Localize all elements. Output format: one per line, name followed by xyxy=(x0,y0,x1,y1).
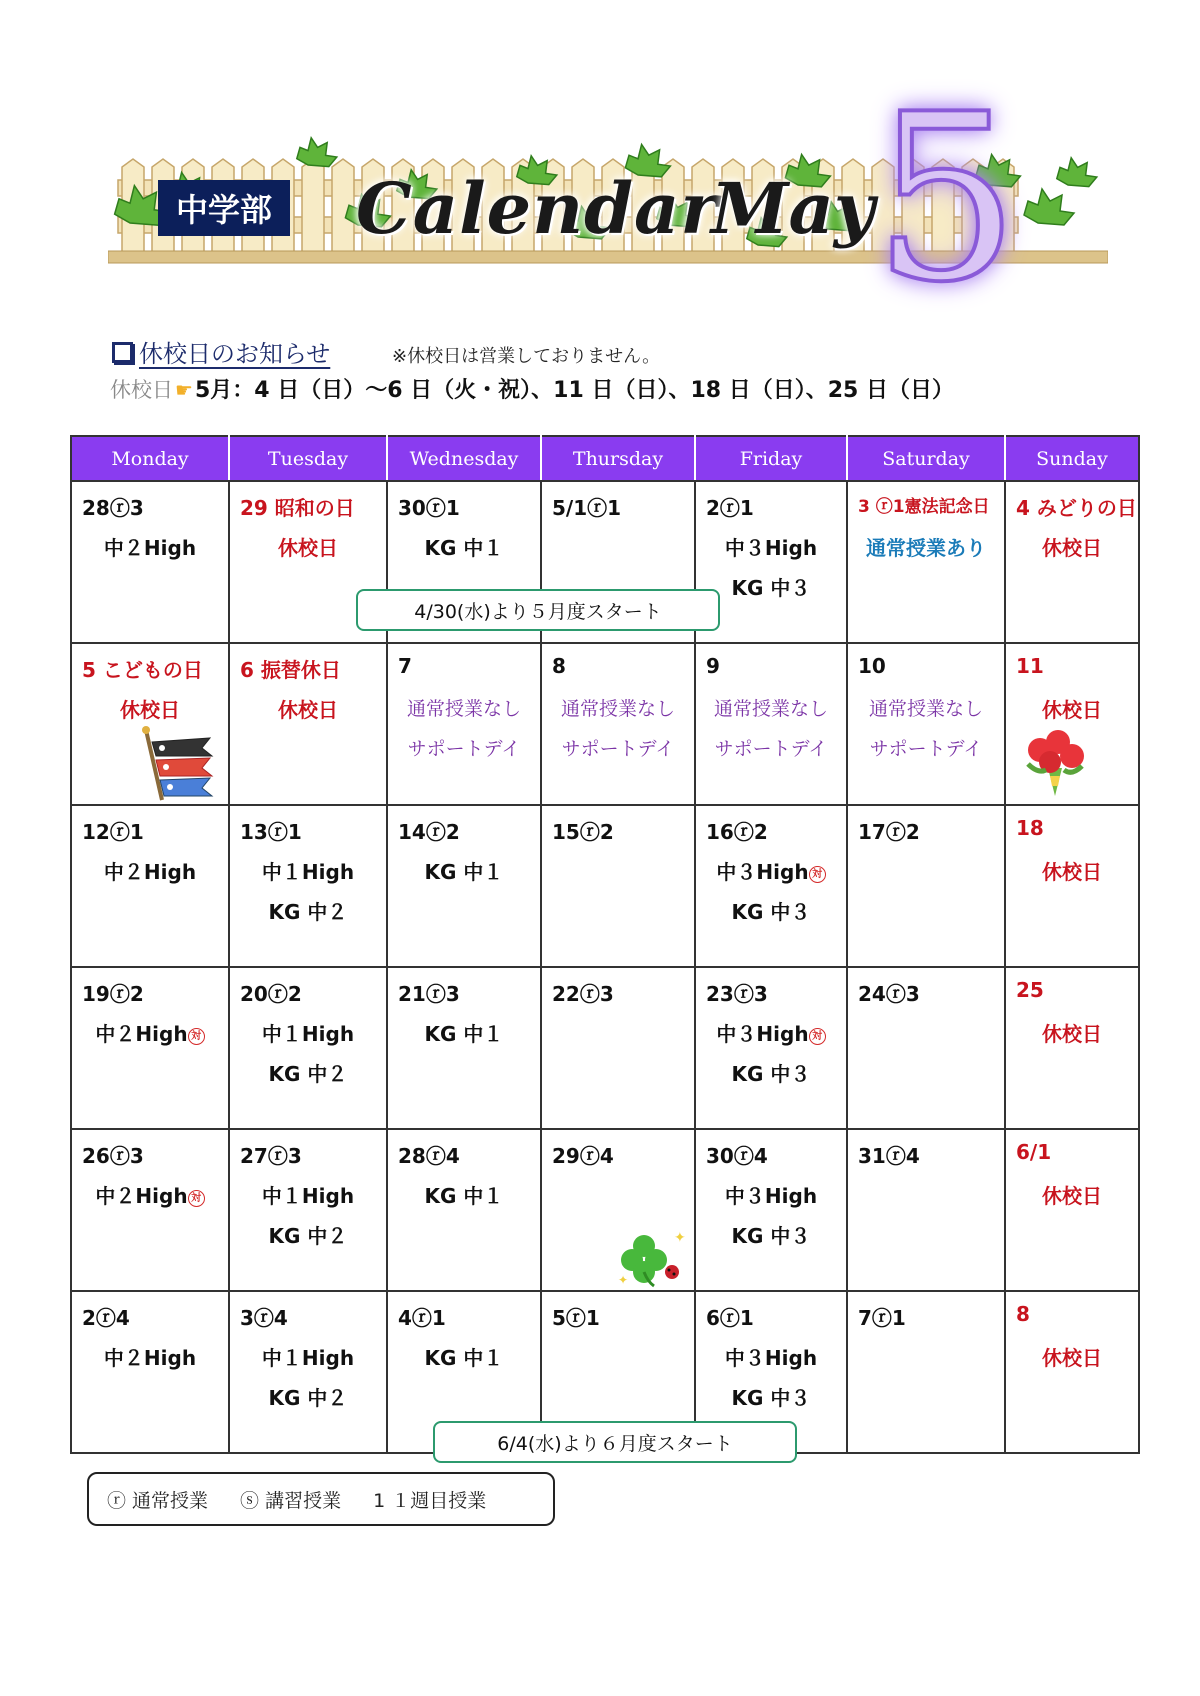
day-entry xyxy=(72,1342,228,1371)
june-start-callout: 6/4(水)より６月度スタート xyxy=(433,1421,797,1463)
day-entry xyxy=(1006,694,1138,723)
notice-title-text: 休校日のお知らせ xyxy=(139,340,331,368)
day-number: 13ⓡ1 xyxy=(240,820,302,844)
day-entry-text: 休校日 xyxy=(1042,1346,1102,1370)
calendar-day-cell xyxy=(71,1129,229,1291)
day-entry xyxy=(230,896,386,925)
calendar-day-cell xyxy=(229,805,387,967)
calendar-day-cell xyxy=(541,805,695,967)
day-number: 12ⓡ1 xyxy=(82,820,144,844)
day-entry xyxy=(848,694,1004,721)
legend-week1: 1 １週目授業 xyxy=(373,1489,487,1512)
calendar-banner xyxy=(108,66,1108,333)
day-entry xyxy=(230,1382,386,1411)
day-entry-text: KG 中２ xyxy=(268,1062,348,1086)
calendar-day-cell xyxy=(847,1129,1005,1291)
calendar-day-cell xyxy=(847,481,1005,643)
day-number: 28ⓡ3 xyxy=(82,496,144,520)
calendar-day-cell xyxy=(847,1291,1005,1453)
day-number: 17ⓡ2 xyxy=(858,820,920,844)
day-entry-text: 休校日 xyxy=(1042,860,1102,884)
day-entry xyxy=(230,1018,386,1047)
calendar-day-cell xyxy=(847,805,1005,967)
day-entry-text: 通常授業あり xyxy=(866,536,986,560)
day-entry xyxy=(848,532,1004,561)
day-entry xyxy=(230,856,386,885)
day-number: 6 振替休日 xyxy=(240,658,341,682)
day-entry xyxy=(388,1018,540,1047)
tai-mark-icon: 対 xyxy=(188,1190,205,1207)
day-number: 5 こどもの日 xyxy=(82,658,203,682)
calendar-day-cell xyxy=(71,1291,229,1453)
day-entry xyxy=(1006,1180,1138,1209)
day-entry xyxy=(388,1180,540,1209)
day-entry-text: KG 中２ xyxy=(268,1224,348,1248)
calendar-day-cell xyxy=(1005,643,1139,805)
banner-month-name: May xyxy=(711,167,875,250)
day-entry xyxy=(230,694,386,723)
day-entry xyxy=(1006,532,1138,561)
day-number: 3 ⓡ1憲法記念日 xyxy=(858,497,990,517)
day-number: 2ⓡ1 xyxy=(706,496,754,520)
weekday-header-sunday: Sunday xyxy=(1005,436,1139,481)
calendar-day-cell xyxy=(229,1291,387,1453)
day-entry-text: 中３High xyxy=(716,1022,809,1046)
day-entry xyxy=(230,1058,386,1087)
tai-mark-icon: 対 xyxy=(809,1028,826,1045)
svg-text:✦: ✦ xyxy=(618,1273,629,1287)
calendar-day-cell xyxy=(387,967,541,1129)
day-number: 29 昭和の日 xyxy=(240,496,355,520)
day-entry xyxy=(696,1220,846,1249)
day-entry xyxy=(230,532,386,561)
day-entry-text: KG 中１ xyxy=(424,860,504,884)
closure-dates: 5月：4 日（日）～6 日（火・祝）、11 日（日）、18 日（日）、25 日（日） xyxy=(194,378,955,403)
weekday-header-monday: Monday xyxy=(71,436,229,481)
day-entry xyxy=(72,1018,228,1047)
banner-month-number: 5 xyxy=(873,66,1020,333)
day-number: 6ⓡ1 xyxy=(706,1306,754,1330)
day-number: 26ⓡ3 xyxy=(82,1144,144,1168)
day-entry-text: KG 中３ xyxy=(731,1386,811,1410)
day-entry-text: KG 中２ xyxy=(268,1386,348,1410)
day-number: 28ⓡ4 xyxy=(398,1144,460,1168)
day-entry-text: KG 中３ xyxy=(731,1224,811,1248)
day-number: 11 xyxy=(1016,654,1044,678)
calendar-day-cell xyxy=(71,481,229,643)
day-entry-text: 中２High xyxy=(103,1346,197,1370)
calendar-week-row xyxy=(71,967,1139,1129)
calendar-day-cell xyxy=(695,643,847,805)
day-entry xyxy=(696,694,846,721)
day-entry-text: 休校日 xyxy=(1042,698,1102,722)
weekday-header-saturday: Saturday xyxy=(847,436,1005,481)
day-entry-text: KG 中３ xyxy=(731,576,811,600)
day-entry xyxy=(1006,856,1138,885)
day-number: 8 xyxy=(1016,1302,1030,1326)
day-entry-text: 中２High xyxy=(95,1022,188,1046)
day-entry xyxy=(696,734,846,761)
day-number: 5/1ⓡ1 xyxy=(552,496,622,520)
day-entry xyxy=(696,1058,846,1087)
day-entry-text: KG 中１ xyxy=(424,536,504,560)
weekday-header-tuesday: Tuesday xyxy=(229,436,387,481)
day-entry-text: サポートデイ xyxy=(561,738,675,760)
day-entry-text: サポートデイ xyxy=(714,738,828,760)
notice-title xyxy=(112,334,330,369)
day-entry-text: 中３High xyxy=(724,1184,818,1208)
calendar-day-cell xyxy=(541,1129,695,1291)
day-number: 29ⓡ4 xyxy=(552,1144,614,1168)
may-start-callout: 4/30(水)より５月度スタート xyxy=(356,589,720,631)
day-entry-text: 通常授業なし xyxy=(406,698,521,720)
closure-label: 休校日 xyxy=(110,378,173,402)
day-entry-text: KG 中３ xyxy=(731,900,811,924)
day-entry-text: 通常授業なし xyxy=(868,698,983,720)
calendar-day-cell xyxy=(71,805,229,967)
day-number: 5ⓡ1 xyxy=(552,1306,600,1330)
day-number: 4 みどりの日 xyxy=(1016,496,1137,520)
day-number: 23ⓡ3 xyxy=(706,982,768,1006)
day-entry-text: 中３High xyxy=(724,1346,818,1370)
day-entry xyxy=(388,532,540,561)
calendar-day-cell xyxy=(1005,1291,1139,1453)
day-number: 21ⓡ3 xyxy=(398,982,460,1006)
calendar-day-cell xyxy=(1005,967,1139,1129)
day-entry xyxy=(848,734,1004,761)
calendar-day-cell xyxy=(847,643,1005,805)
day-number: 31ⓡ4 xyxy=(858,1144,920,1168)
weekday-header-thursday: Thursday xyxy=(541,436,695,481)
calendar-day-cell xyxy=(695,1129,847,1291)
day-entry-text: KG 中３ xyxy=(731,1062,811,1086)
day-number: 22ⓡ3 xyxy=(552,982,614,1006)
day-entry-text: 中３High xyxy=(716,860,809,884)
day-entry-text: KG 中１ xyxy=(424,1184,504,1208)
day-entry-text: 休校日 xyxy=(1042,1184,1102,1208)
legend xyxy=(87,1472,555,1526)
weekday-header-wednesday: Wednesday xyxy=(387,436,541,481)
day-number: 20ⓡ2 xyxy=(240,982,302,1006)
day-entry xyxy=(1006,1342,1138,1371)
day-number: 7ⓡ1 xyxy=(858,1306,906,1330)
day-entry-text: 中３High xyxy=(724,536,818,560)
calendar-day-cell xyxy=(229,643,387,805)
calendar-week-row xyxy=(71,643,1139,805)
day-entry xyxy=(72,532,228,561)
calendar-day-cell xyxy=(847,967,1005,1129)
day-number: 30ⓡ1 xyxy=(398,496,460,520)
day-number: 2ⓡ4 xyxy=(82,1306,130,1330)
day-entry-text: サポートデイ xyxy=(869,738,983,760)
day-entry-text: 中２High xyxy=(103,536,197,560)
day-entry xyxy=(696,896,846,925)
calendar-day-cell xyxy=(387,1129,541,1291)
calendar-day-cell xyxy=(229,1129,387,1291)
day-number: 7 xyxy=(398,654,412,678)
calendar-day-cell xyxy=(1005,481,1139,643)
day-number: 10 xyxy=(858,654,886,678)
day-number: 9 xyxy=(706,654,720,678)
day-entry xyxy=(230,1220,386,1249)
calendar-day-cell xyxy=(1005,1129,1139,1291)
day-entry xyxy=(696,1342,846,1371)
day-entry xyxy=(388,856,540,885)
carnation-illustration xyxy=(1020,728,1090,802)
weekday-header-row xyxy=(71,436,1139,481)
day-entry-text: 休校日 xyxy=(1042,536,1102,560)
tai-mark-icon: 対 xyxy=(188,1028,205,1045)
banner-title: Calendar xyxy=(356,167,719,250)
day-entry-text: 中１High xyxy=(261,860,355,884)
day-entry-text: 中１High xyxy=(261,1022,355,1046)
calendar-day-cell xyxy=(387,643,541,805)
day-number: 6/1 xyxy=(1016,1140,1052,1164)
day-number: 8 xyxy=(552,654,566,678)
day-entry-text: 中１High xyxy=(261,1346,355,1370)
day-number: 19ⓡ2 xyxy=(82,982,144,1006)
day-entry xyxy=(542,734,694,761)
koinobori-illustration xyxy=(140,726,220,806)
day-entry-text: 休校日 xyxy=(278,536,338,560)
department-badge: 中学部 xyxy=(158,180,290,236)
calendar-week-row xyxy=(71,805,1139,967)
day-number: 15ⓡ2 xyxy=(552,820,614,844)
day-entry xyxy=(72,1180,228,1209)
calendar-grid xyxy=(70,435,1140,1454)
closure-dates-line xyxy=(110,373,954,404)
day-entry xyxy=(542,694,694,721)
day-entry-text: KG 中１ xyxy=(424,1346,504,1370)
day-number: 24ⓡ3 xyxy=(858,982,920,1006)
calendar-day-cell xyxy=(71,967,229,1129)
legend-regular: ⓡ 通常授業 xyxy=(107,1489,209,1512)
day-number: 16ⓡ2 xyxy=(706,820,768,844)
calendar-day-cell xyxy=(695,967,847,1129)
day-entry xyxy=(388,734,540,761)
calendar-day-cell xyxy=(541,967,695,1129)
day-entry-text: 休校日 xyxy=(1042,1022,1102,1046)
day-entry xyxy=(230,1342,386,1371)
weekday-header-friday: Friday xyxy=(695,436,847,481)
day-entry-text: KG 中２ xyxy=(268,900,348,924)
calendar-day-cell xyxy=(1005,805,1139,967)
calendar-day-cell xyxy=(229,967,387,1129)
day-entry-text: KG 中１ xyxy=(424,1022,504,1046)
day-entry-text: 休校日 xyxy=(278,698,338,722)
day-entry xyxy=(230,1180,386,1209)
pointing-hand-icon: ☛ xyxy=(175,378,193,402)
day-number: 14ⓡ2 xyxy=(398,820,460,844)
day-entry xyxy=(72,856,228,885)
day-entry-text: 通常授業なし xyxy=(713,698,828,720)
clover-illustration xyxy=(614,1228,690,1292)
day-entry xyxy=(696,532,846,561)
day-entry xyxy=(696,1180,846,1209)
day-entry xyxy=(696,856,846,885)
day-number: 3ⓡ4 xyxy=(240,1306,288,1330)
day-entry-text: 休校日 xyxy=(120,698,180,722)
svg-text:✦: ✦ xyxy=(674,1230,686,1246)
day-entry-text: 中２High xyxy=(95,1184,188,1208)
day-entry-text: 中２High xyxy=(103,860,197,884)
day-entry xyxy=(696,1018,846,1047)
day-number: 4ⓡ1 xyxy=(398,1306,446,1330)
day-entry xyxy=(72,694,228,723)
day-entry-text: サポートデイ xyxy=(407,738,521,760)
day-entry xyxy=(388,694,540,721)
day-number: 27ⓡ3 xyxy=(240,1144,302,1168)
calendar-day-cell xyxy=(387,805,541,967)
calendar-day-cell xyxy=(541,643,695,805)
checkbox-square-icon xyxy=(112,342,133,363)
notice-note: ※休校日は営業しておりません。 xyxy=(392,346,661,367)
day-number: 25 xyxy=(1016,978,1044,1002)
calendar-day-cell xyxy=(71,643,229,805)
day-entry xyxy=(1006,1018,1138,1047)
legend-special: ⓢ 講習授業 xyxy=(240,1489,342,1512)
day-entry xyxy=(696,1382,846,1411)
tai-mark-icon: 対 xyxy=(809,866,826,883)
day-entry-text: 通常授業なし xyxy=(560,698,675,720)
calendar-day-cell xyxy=(695,805,847,967)
day-number: 30ⓡ4 xyxy=(706,1144,768,1168)
calendar-week-row xyxy=(71,1129,1139,1291)
day-entry-text: 中１High xyxy=(261,1184,355,1208)
day-number: 18 xyxy=(1016,816,1044,840)
day-entry xyxy=(388,1342,540,1371)
